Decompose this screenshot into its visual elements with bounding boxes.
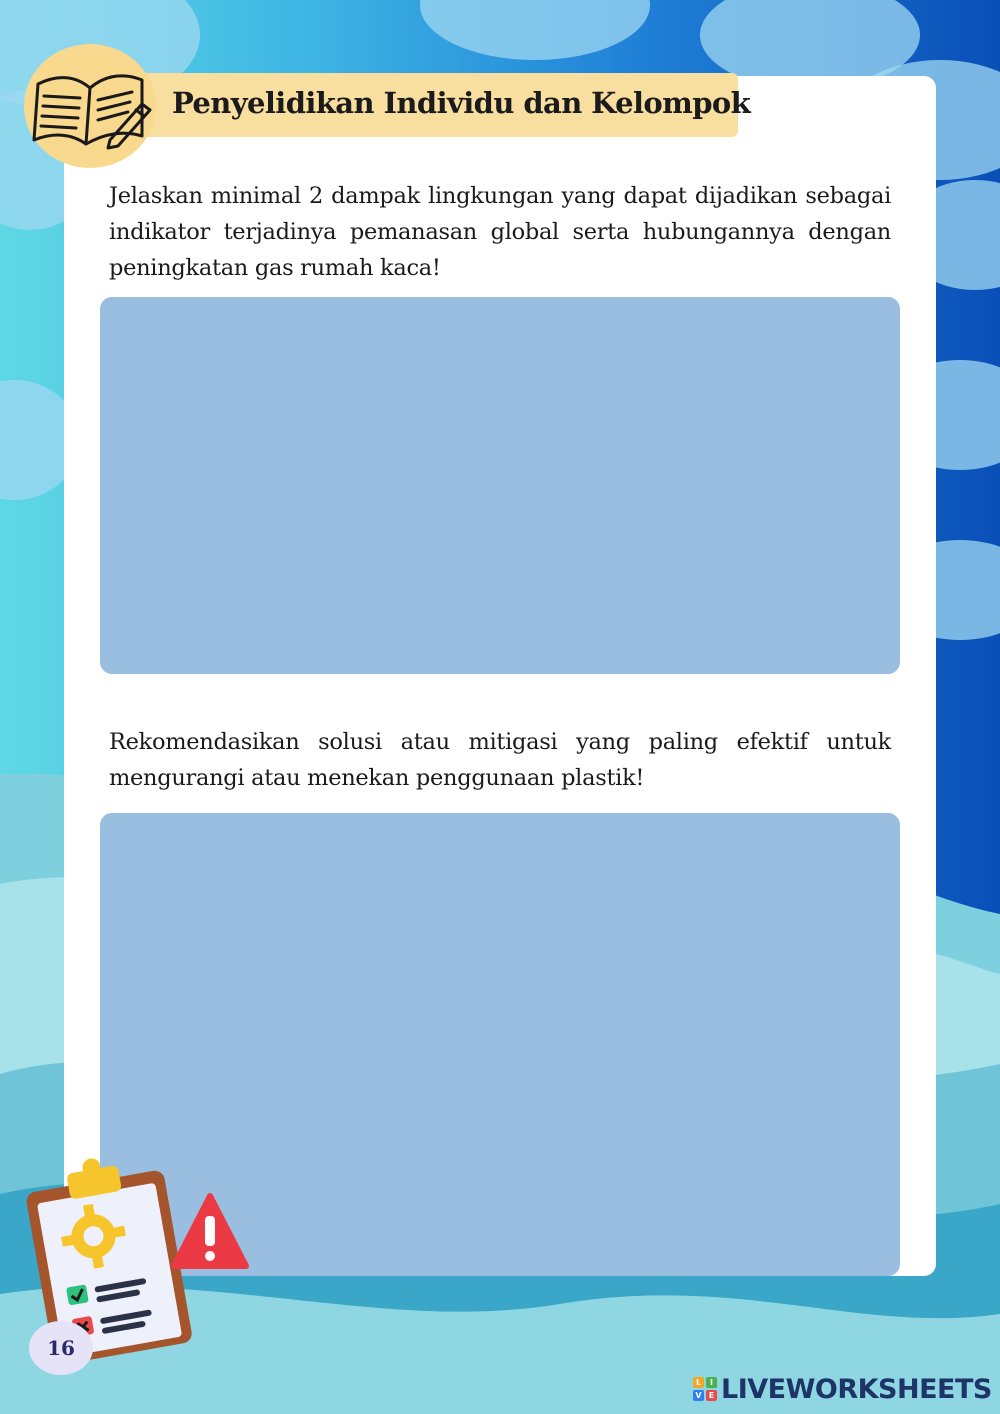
liveworksheets-logo-icon: L I V E (693, 1377, 717, 1401)
liveworksheets-wordmark: LIVEWORKSHEETS (721, 1373, 992, 1405)
page-number: 16 (29, 1321, 93, 1375)
header-badge (24, 44, 156, 168)
answer-box-1[interactable] (100, 297, 900, 674)
question-1-text: Jelaskan minimal 2 dampak lingkungan yang dapat dijadikan sebagai indikator terjadinya pemanasan global serta hubungannya dengan peningkatan gas rumah kaca! (109, 183, 891, 281)
page-title: Penyelidikan Individu dan Kelompok (172, 86, 751, 120)
open-book-pencil-icon (24, 44, 156, 168)
liveworksheets-logo (693, 1372, 992, 1406)
question-2-text: Rekomendasikan solusi atau mitigasi yang paling efektif untuk mengurangi atau menekan penggunaan plastik! (109, 729, 891, 791)
